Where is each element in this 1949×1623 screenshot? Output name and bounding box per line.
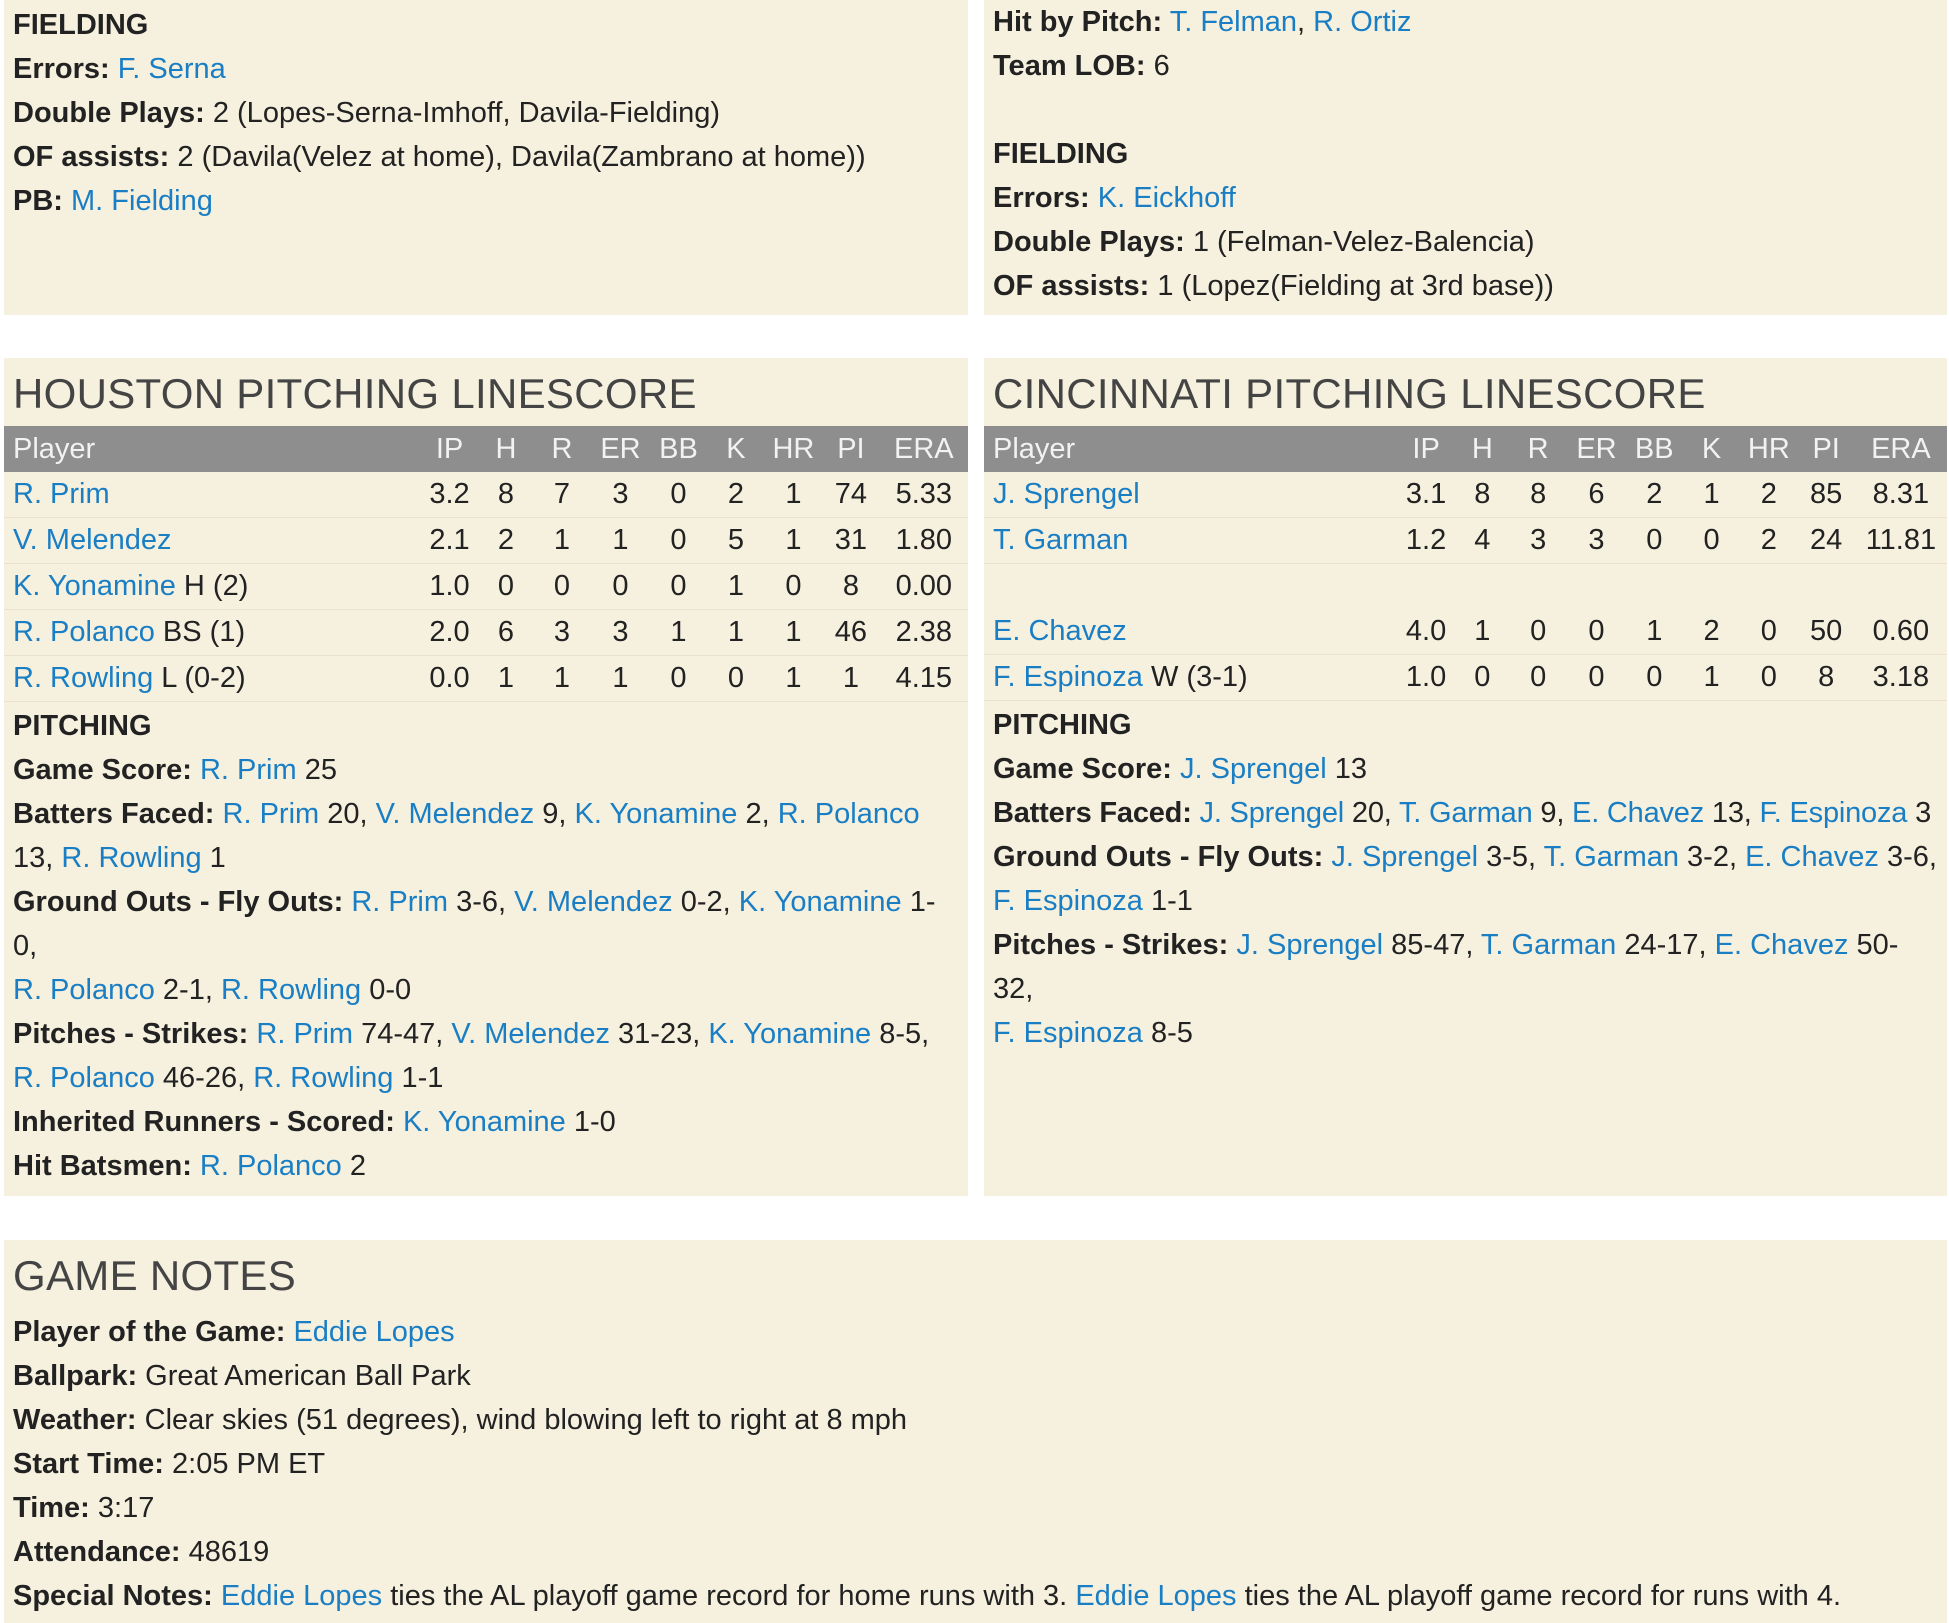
stat-cell-pi: 31	[822, 518, 879, 564]
stat-value: 3-6	[456, 886, 498, 918]
batters-faced-line: Batters Faced: R. Prim 20, V. Melendez 9, K. Yonamine 2, R. Polanco 13, R. Rowling 1	[13, 798, 920, 874]
stat-cell-er: 0	[1567, 655, 1625, 701]
hit-by-pitch-label: Hit by Pitch:	[993, 6, 1163, 38]
hit-batsmen-line	[13, 1144, 959, 1188]
stat-cell-ip: 4.0	[1396, 609, 1455, 655]
panel-title: GAME NOTES	[13, 1252, 297, 1299]
stat-cell-ip: 1.0	[420, 564, 480, 610]
player-link[interactable]: R. Rowling	[220, 974, 362, 1006]
table-row	[984, 518, 1947, 564]
column-header-bb: BB	[1626, 426, 1683, 472]
stat-cell-h: 6	[479, 610, 532, 656]
player-link[interactable]: R. Prim	[256, 1018, 354, 1050]
groundouts-flyouts-line: Ground Outs - Fly Outs: R. Prim 3-6, V. Melendez 0-2, K. Yonamine 1-0, R. Polanco 2-1, R. Rowling 0-0	[13, 886, 936, 1006]
player-link[interactable]: Eddie Lopes	[220, 1580, 383, 1612]
player-link[interactable]: R. Prim	[351, 886, 448, 918]
fielding-heading: FIELDING	[13, 9, 149, 41]
player-link[interactable]: T. Garman	[1480, 929, 1617, 961]
stat-cell-pi: 85	[1798, 472, 1855, 518]
player-link[interactable]: E. Chavez	[1714, 929, 1849, 961]
player-link[interactable]: F. Espinoza	[993, 1017, 1143, 1049]
panel-title: CINCINNATI PITCHING LINESCORE	[993, 370, 1706, 417]
stat-cell-pi: 1	[822, 656, 879, 702]
table-row	[984, 609, 1947, 655]
player-link[interactable]: R. Polanco	[13, 1062, 155, 1094]
stat-value: 0-0	[369, 974, 412, 1006]
player-link[interactable]: J. Sprengel	[1331, 841, 1479, 873]
cincinnati-linescore-table	[984, 426, 1947, 701]
double-plays-value: 1 (Felman-Velez-Balencia)	[1192, 226, 1535, 258]
player-link[interactable]: T. Garman	[1543, 841, 1679, 873]
passed-balls-label: PB:	[13, 185, 63, 217]
stat-cell-er: 0	[1567, 609, 1625, 655]
game-score-value: 25	[304, 754, 337, 786]
stat-cell-r: 0	[533, 564, 592, 610]
hit-batsmen-label: Hit Batsmen:	[13, 1150, 192, 1182]
stat-cell-r: 3	[1509, 518, 1567, 564]
game-score-value: 13	[1334, 753, 1368, 785]
weather-value: Clear skies (51 degrees), wind blowing left to right at 8 mph	[144, 1404, 908, 1436]
player-cell	[984, 472, 1396, 518]
player-link[interactable]: V. Melendez	[451, 1018, 610, 1050]
player-link[interactable]: R. Rowling	[13, 662, 154, 694]
stat-value: 8-5	[1150, 1017, 1193, 1049]
column-header-hr: HR	[1740, 426, 1797, 472]
stat-cell-hr: 1	[765, 518, 822, 564]
table-row	[984, 472, 1947, 518]
stat-cell-er: 6	[1567, 472, 1625, 518]
game-score-line	[13, 748, 959, 792]
stat-cell-k: 2	[707, 472, 764, 518]
player-link[interactable]: E. Chavez	[1572, 797, 1705, 829]
errors-line	[13, 47, 959, 91]
stat-value: 13	[1711, 797, 1744, 829]
special-note-text: ties the AL playoff game record for home runs with 3.	[390, 1580, 1068, 1612]
column-header-r: R	[1509, 426, 1567, 472]
stat-cell-pi: 24	[1798, 518, 1855, 564]
stat-value: 1-1	[1150, 885, 1193, 917]
table-row	[4, 518, 968, 564]
player-link[interactable]: R. Rowling	[253, 1062, 394, 1094]
stat-cell-h: 4	[1456, 518, 1509, 564]
batters-faced-line: Batters Faced: J. Sprengel 20, T. Garman 9, E. Chavez 13, F. Espinoza 3	[993, 797, 1931, 829]
stat-cell-era: 3.18	[1855, 655, 1947, 701]
stat-cell-hr: 1	[765, 610, 822, 656]
player-link[interactable]: V. Melendez	[514, 886, 673, 918]
errors-label: Errors:	[13, 53, 110, 85]
stat-cell-h: 0	[479, 564, 532, 610]
special-note-text: ties the AL playoff game record for runs with 4.	[1244, 1580, 1842, 1612]
player-link[interactable]: R. Polanco	[199, 1150, 342, 1182]
player-link[interactable]: F. Serna	[117, 53, 226, 85]
player-link[interactable]: E. Chavez	[993, 615, 1127, 647]
stat-value: 1	[209, 842, 226, 874]
double-plays-label: Double Plays:	[993, 226, 1185, 258]
stat-cell-h: 0	[1456, 655, 1509, 701]
stat-cell-pi: 74	[822, 472, 879, 518]
stat-cell-era: 8.31	[1855, 472, 1947, 518]
attendance-line	[13, 1530, 1938, 1574]
double-plays-value: 2 (Lopes-Serna-Imhoff, Davila-Fielding)	[212, 97, 721, 129]
player-link[interactable]: F. Espinoza	[993, 661, 1143, 693]
player-link[interactable]: T. Garman	[993, 524, 1129, 556]
start-time-label: Start Time:	[13, 1448, 164, 1480]
player-link[interactable]: V. Melendez	[13, 524, 172, 556]
stat-value: 0-2	[680, 886, 723, 918]
stat-cell-bb: 0	[1626, 655, 1683, 701]
column-header-player: Player	[4, 426, 420, 472]
stat-cell-bb: 1	[1626, 609, 1683, 655]
player-link[interactable]: K. Yonamine	[402, 1106, 566, 1138]
column-header-r: R	[533, 426, 592, 472]
stat-cell-hr: 0	[1740, 609, 1797, 655]
batters-faced-label: Batters Faced:	[993, 797, 1192, 829]
groundouts-flyouts-label: Ground Outs - Fly Outs:	[993, 841, 1324, 873]
time-label: Time:	[13, 1492, 90, 1524]
stat-cell-ip: 2.1	[420, 518, 480, 564]
double-plays-line	[993, 220, 1938, 264]
column-header-h: H	[479, 426, 532, 472]
stat-cell-r: 1	[533, 656, 592, 702]
weather-line	[13, 1398, 1938, 1442]
batters-faced-label: Batters Faced:	[13, 798, 215, 830]
player-link[interactable]: R. Prim	[199, 754, 297, 786]
stat-cell-bb: 0	[1626, 518, 1683, 564]
column-header-h: H	[1456, 426, 1509, 472]
stat-cell-ip: 1.0	[1396, 655, 1455, 701]
decision-note: BS (1)	[162, 616, 246, 648]
stat-cell-ip: 3.2	[420, 472, 480, 518]
stat-value: 1-0	[573, 1106, 616, 1138]
player-link[interactable]: K. Yonamine	[13, 570, 176, 602]
stat-cell-pi: 8	[822, 564, 879, 610]
player-link[interactable]: Eddie Lopes	[1075, 1580, 1237, 1612]
stat-cell-hr: 2	[1740, 472, 1797, 518]
player-link[interactable]: R. Prim	[13, 478, 110, 510]
decision-note: H (2)	[183, 570, 249, 602]
player-link[interactable]: J. Sprengel	[1179, 753, 1327, 785]
column-header-k: K	[707, 426, 764, 472]
stat-cell-bb: 0	[650, 518, 707, 564]
player-link[interactable]: T. Felman	[1169, 6, 1298, 38]
player-link[interactable]: E. Chavez	[1745, 841, 1879, 873]
player-cell	[984, 518, 1396, 564]
player-link[interactable]: R. Rowling	[61, 842, 202, 874]
stat-cell-r: 8	[1509, 472, 1567, 518]
column-header-player: Player	[984, 426, 1396, 472]
inherited-runners-line	[13, 1100, 959, 1144]
stat-cell-pi: 46	[822, 610, 879, 656]
houston-pitching-panel	[4, 358, 968, 1196]
stat-value: 1-1	[401, 1062, 444, 1094]
player-link[interactable]: Eddie Lopes	[293, 1316, 455, 1348]
stat-value: 9	[1540, 797, 1557, 829]
stat-value: 20	[1351, 797, 1384, 829]
stat-cell-era: 5.33	[880, 472, 968, 518]
stat-cell-pi: 50	[1798, 609, 1855, 655]
special-notes-line	[13, 1574, 1938, 1618]
stat-cell-era: 1.80	[880, 518, 968, 564]
player-link[interactable]: R. Ortiz	[1313, 6, 1412, 38]
stat-cell-h: 8	[479, 472, 532, 518]
stat-cell-bb: 2	[1626, 472, 1683, 518]
stat-cell-k: 2	[1683, 609, 1740, 655]
table-row	[984, 655, 1947, 701]
player-cell	[4, 610, 420, 656]
column-header-ip: IP	[1396, 426, 1455, 472]
stat-value: 31-23	[618, 1018, 693, 1050]
player-link[interactable]: R. Prim	[222, 798, 320, 830]
table-row	[4, 610, 968, 656]
stat-value: 85-47	[1391, 929, 1466, 961]
stat-cell-ip: 2.0	[420, 610, 480, 656]
column-header-bb: BB	[650, 426, 707, 472]
stat-cell-er: 3	[1567, 518, 1625, 564]
player-cell	[4, 656, 420, 702]
stat-cell-bb: 0	[650, 656, 707, 702]
game-score-label: Game Score:	[13, 754, 192, 786]
stat-cell-k: 1	[707, 564, 764, 610]
player-link[interactable]: M. Fielding	[71, 185, 213, 217]
game-score-line	[993, 747, 1938, 791]
hit-by-pitch-line	[993, 0, 1938, 44]
decision-note: W (3-1)	[1150, 661, 1248, 693]
pitches-strikes-label: Pitches - Strikes:	[993, 929, 1229, 961]
of-assists-line	[13, 135, 959, 179]
stat-cell-r: 1	[533, 518, 592, 564]
ballpark-value: Great American Ball Park	[145, 1360, 471, 1392]
stat-value: 50-32	[993, 929, 1899, 1005]
inherited-runners-label: Inherited Runners - Scored:	[13, 1106, 395, 1138]
stat-cell-hr: 1	[765, 656, 822, 702]
time-line	[13, 1486, 1938, 1530]
stat-cell-r: 0	[1509, 609, 1567, 655]
stat-cell-k: 1	[1683, 655, 1740, 701]
of-assists-label: OF assists:	[13, 141, 170, 173]
stat-cell-ip: 3.1	[1396, 472, 1455, 518]
weather-label: Weather:	[13, 1404, 137, 1436]
pitching-heading: PITCHING	[13, 710, 152, 742]
player-link[interactable]: J. Sprengel	[993, 478, 1140, 510]
double-plays-label: Double Plays:	[13, 97, 205, 129]
stat-cell-k: 5	[707, 518, 764, 564]
stat-cell-era: 0.60	[1855, 609, 1947, 655]
stat-value: 1-0	[13, 886, 936, 962]
player-link[interactable]: V. Melendez	[375, 798, 535, 830]
stat-cell-er: 3	[591, 472, 650, 518]
pitches-strikes-line: Pitches - Strikes: J. Sprengel 85-47, T. Garman 24-17, E. Chavez 50-32, F. Espinoza 8-5	[993, 929, 1899, 1049]
player-link[interactable]: J. Sprengel	[1236, 929, 1384, 961]
stat-cell-k: 0	[1683, 518, 1740, 564]
stat-value: 3-6	[1886, 841, 1929, 873]
stat-value: 13	[13, 842, 46, 874]
panel-title: HOUSTON PITCHING LINESCORE	[13, 370, 697, 417]
stat-value: 8-5	[879, 1018, 922, 1050]
time-value: 3:17	[97, 1492, 155, 1524]
pitching-heading: PITCHING	[993, 709, 1132, 741]
table-header-row	[984, 426, 1947, 472]
column-header-era: ERA	[880, 426, 968, 472]
table-row	[4, 656, 968, 702]
game-score-label: Game Score:	[993, 753, 1172, 785]
stat-cell-era: 4.15	[880, 656, 968, 702]
stat-value: 3-2	[1687, 841, 1729, 873]
column-header-er: ER	[591, 426, 650, 472]
column-header-pi: PI	[822, 426, 879, 472]
spacer	[993, 88, 1938, 132]
table-row	[4, 564, 968, 610]
column-header-k: K	[1683, 426, 1740, 472]
stat-cell-er: 3	[591, 610, 650, 656]
stat-cell-pi: 8	[1798, 655, 1855, 701]
stat-cell-h: 8	[1456, 472, 1509, 518]
ballpark-label: Ballpark:	[13, 1360, 138, 1392]
stat-cell-h: 2	[479, 518, 532, 564]
table-header-row	[4, 426, 968, 472]
stat-cell-r: 7	[533, 472, 592, 518]
stat-cell-era: 2.38	[880, 610, 968, 656]
stat-cell-hr: 1	[765, 472, 822, 518]
start-time-line	[13, 1442, 1938, 1486]
player-link[interactable]: F. Espinoza	[993, 885, 1143, 917]
team-lob-label: Team LOB:	[993, 50, 1146, 82]
spacer-row	[984, 564, 1947, 610]
player-cell	[4, 564, 420, 610]
pitches-strikes-line: Pitches - Strikes: R. Prim 74-47, V. Melendez 31-23, K. Yonamine 8-5, R. Polanco 46-26, R. Rowling 1-1	[13, 1018, 930, 1094]
stat-cell-h: 1	[479, 656, 532, 702]
player-link[interactable]: K. Yonamine	[574, 798, 738, 830]
stat-value: 2-1	[162, 974, 205, 1006]
groundouts-flyouts-line: Ground Outs - Fly Outs: J. Sprengel 3-5, T. Garman 3-2, E. Chavez 3-6, F. Espinoza 1-1	[993, 841, 1937, 917]
stat-cell-ip: 0.0	[420, 656, 480, 702]
pitches-strikes-label: Pitches - Strikes:	[13, 1018, 249, 1050]
of-assists-line	[993, 264, 1938, 308]
stat-cell-k: 1	[707, 610, 764, 656]
stat-value: 46-26	[162, 1062, 238, 1094]
player-of-game-label: Player of the Game:	[13, 1316, 286, 1348]
player-link[interactable]: T. Garman	[1398, 797, 1533, 829]
player-link[interactable]: R. Polanco	[13, 974, 155, 1006]
player-link[interactable]: F. Espinoza	[1759, 797, 1908, 829]
double-plays-line	[13, 91, 959, 135]
player-cell	[4, 472, 420, 518]
stat-cell-h: 1	[1456, 609, 1509, 655]
stat-value: 74-47	[361, 1018, 436, 1050]
stat-cell-era: 0.00	[880, 564, 968, 610]
stat-cell-er: 1	[591, 518, 650, 564]
passed-balls-line	[13, 179, 959, 223]
houston-fielding-panel	[4, 0, 968, 315]
fielding-heading: FIELDING	[993, 138, 1129, 170]
decision-note: L (0-2)	[161, 662, 246, 694]
game-notes-panel	[4, 1240, 1947, 1623]
stat-cell-hr: 0	[765, 564, 822, 610]
houston-linescore-table	[4, 426, 968, 702]
stat-cell-bb: 0	[650, 564, 707, 610]
groundouts-flyouts-label: Ground Outs - Fly Outs:	[13, 886, 344, 918]
stat-value: 3	[1915, 797, 1931, 829]
spacer-cell	[984, 564, 1947, 610]
stat-value: 24-17	[1624, 929, 1699, 961]
ballpark-line	[13, 1354, 1938, 1398]
special-notes-label: Special Notes:	[13, 1580, 213, 1612]
stat-cell-r: 0	[1509, 655, 1567, 701]
player-link[interactable]: J. Sprengel	[1199, 797, 1345, 829]
of-assists-label: OF assists:	[993, 270, 1150, 302]
stat-cell-hr: 0	[1740, 655, 1797, 701]
attendance-value: 48619	[188, 1536, 270, 1568]
column-header-pi: PI	[1798, 426, 1855, 472]
of-assists-value: 2 (Davila(Velez at home), Davila(Zambrano at home))	[177, 141, 866, 173]
start-time-value: 2:05 PM ET	[172, 1448, 326, 1480]
player-cell	[984, 609, 1396, 655]
stat-cell-r: 3	[533, 610, 592, 656]
stat-cell-bb: 0	[650, 472, 707, 518]
stat-cell-er: 0	[591, 564, 650, 610]
cincinnati-pitching-panel	[984, 358, 1947, 1196]
player-cell	[4, 518, 420, 564]
stat-value: 3-5	[1486, 841, 1529, 873]
column-header-er: ER	[1567, 426, 1625, 472]
errors-label: Errors:	[993, 182, 1090, 214]
stat-cell-er: 1	[591, 656, 650, 702]
stat-value: 20	[327, 798, 360, 830]
player-link[interactable]: K. Yonamine	[708, 1018, 872, 1050]
attendance-label: Attendance:	[13, 1536, 181, 1568]
player-link[interactable]: R. Polanco	[13, 616, 155, 648]
team-lob-line	[993, 44, 1938, 88]
player-link[interactable]: K. Yonamine	[738, 886, 902, 918]
stat-value: 9	[542, 798, 559, 830]
stat-cell-k: 0	[707, 656, 764, 702]
of-assists-value: 1 (Lopez(Fielding at 3rd base))	[1157, 270, 1554, 302]
player-cell	[984, 655, 1396, 701]
stat-cell-k: 1	[1683, 472, 1740, 518]
stat-value: 2	[349, 1150, 366, 1182]
player-of-game-line	[13, 1310, 1938, 1354]
stat-cell-hr: 2	[1740, 518, 1797, 564]
stat-value: 2	[745, 798, 762, 830]
stat-cell-era: 11.81	[1855, 518, 1947, 564]
table-row	[4, 472, 968, 518]
errors-line	[993, 176, 1938, 220]
column-header-era: ERA	[1855, 426, 1947, 472]
team-lob-value: 6	[1153, 50, 1170, 82]
stat-cell-bb: 1	[650, 610, 707, 656]
column-header-ip: IP	[420, 426, 480, 472]
player-link[interactable]: K. Eickhoff	[1097, 182, 1236, 214]
stat-cell-ip: 1.2	[1396, 518, 1455, 564]
separator: ,	[1297, 6, 1306, 38]
cincinnati-fielding-panel	[984, 0, 1947, 315]
column-header-hr: HR	[765, 426, 822, 472]
player-link[interactable]: R. Polanco	[777, 798, 920, 830]
